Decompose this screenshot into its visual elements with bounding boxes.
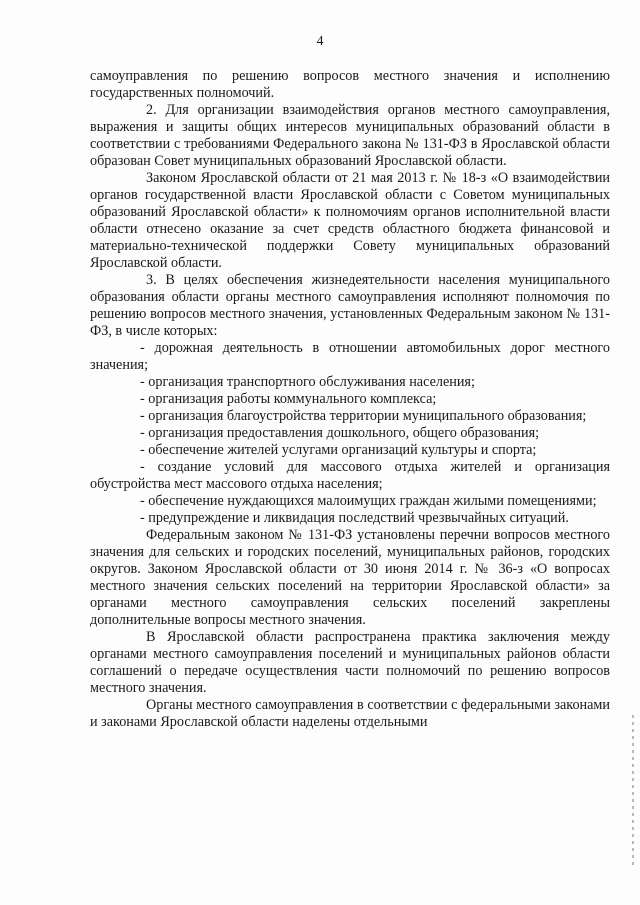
list-item-utilities: - организация работы коммунального комплекса; bbox=[140, 391, 437, 407]
paragraph-delegated-powers: Органы местного самоуправления в соответствии с федеральными законами и законами Ярославской области наделены отдельными bbox=[90, 697, 610, 730]
list-item-landscaping: - организация благоустройства территории муниципального образования; bbox=[140, 408, 587, 424]
paragraph-continuation: самоуправления по решению вопросов местного значения и исполнению государственных полномочий. bbox=[90, 68, 610, 101]
page-number: 4 bbox=[316, 34, 324, 49]
list-item-transport: - организация транспортного обслуживания населения; bbox=[140, 374, 475, 390]
list-item-housing: - обеспечение нуждающихся малоимущих граждан жилыми помещениями; bbox=[140, 493, 597, 509]
list-item-education: - организация предоставления дошкольного, общего образования; bbox=[140, 425, 540, 441]
paragraph-agreements: В Ярославской области распространена практика заключения между органами местного самоуправления поселений и муниципальных районов области соглашений о передаче осуществления части полномочий по решению вопросов местного значения. bbox=[90, 629, 610, 696]
document-body bbox=[90, 68, 610, 731]
list-item-roads: - дорожная деятельность в отношении автомобильных дорог местного значения; bbox=[90, 340, 610, 373]
list-item-recreation: - создание условий для массового отдыха жителей и организация обустройства мест массового отдыха населения; bbox=[90, 459, 610, 492]
scan-edge-mark bbox=[632, 715, 634, 865]
list-item-emergencies: - предупреждение и ликвидация последствий чрезвычайных ситуаций. bbox=[140, 510, 569, 526]
paragraph-law-36z: Федеральным законом № 131-ФЗ установлены перечни вопросов местного значения для сельских и городских поселений, муниципальных районов, городских округов. Законом Ярославской области от 30 июня 2014 г. № 36-з «О вопросах местного значения сельских поселений на территории Ярославской области» за органами местного самоуправления сельских поселений закреплены дополнительные вопросы местного значения. bbox=[90, 527, 610, 628]
paragraph-council: 2. Для организации взаимодействия органов местного самоуправления, выражения и защиты общих интересов муниципальных образований области в соответствии с требованиями Федерального закона № 131-ФЗ в Ярославской области образован Совет муниципальных образований Ярославской области. bbox=[90, 102, 610, 169]
paragraph-powers-intro: 3. В целях обеспечения жизнедеятельности населения муниципального образования области органы местного самоуправления исполняют полномочия по решению вопросов местного значения, установленных Федеральным законом № 131-ФЗ, в числе которых: bbox=[90, 272, 610, 339]
list-item-culture-sport: - обеспечение жителей услугами организаций культуры и спорта; bbox=[140, 442, 537, 458]
paragraph-law-18z: Законом Ярославской области от 21 мая 2013 г. № 18-з «О взаимодействии органов государственной власти Ярославской области с Советом муниципальных образований Ярославской области» к полномочиям органов исполнительной власти области отнесено оказание за счет средств областного бюджета финансовой и материально-технической поддержки Совету муниципальных образований Ярославской области. bbox=[90, 170, 610, 271]
